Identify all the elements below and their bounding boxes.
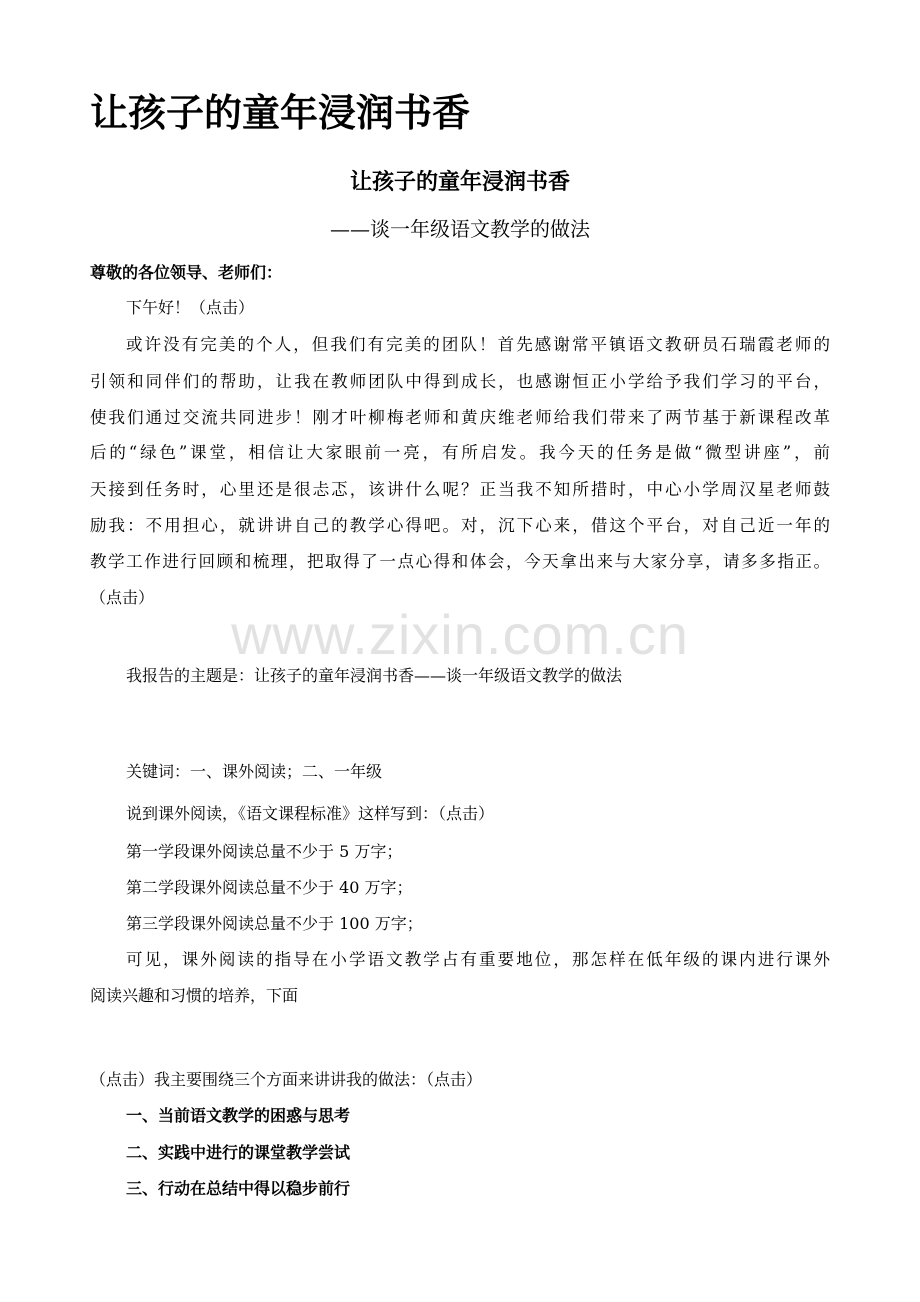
- standard-intro: 说到课外阅读，《语文课程标准》这样写到：（点击）: [126, 804, 495, 823]
- paragraph1-line: 引领和同伴们的帮助，让我在教师团队中得到成长，也感谢恒正小学给予我们学习的平台，: [90, 372, 830, 391]
- paragraph1-line: 天接到任务时，心里还是很忐忑，该讲什么呢？正当我不知所措时，中心小学周汉星老师鼓: [90, 480, 830, 499]
- paragraph1-line: 或许没有完美的个人，但我们有完美的团队！首先感谢常平镇语文教研员石瑞霞老师的: [126, 335, 830, 354]
- outline-item: 一、当前语文教学的困惑与思考: [126, 1106, 351, 1125]
- stage-3-line: 第三学段课外阅读总量不少于 100 万字；: [126, 914, 423, 933]
- keywords-line: 关键词：一、课外阅读；二、一年级: [126, 762, 383, 781]
- stage-1-line: 第一学段课外阅读总量不少于 5 万字；: [126, 842, 403, 861]
- paragraph1-line: （点击）: [90, 588, 155, 607]
- theme-line: 我报告的主题是：让孩子的童年浸润书香——谈一年级语文教学的做法: [126, 666, 623, 685]
- paragraph1-line: 使我们通过交流共同进步！刚才叶柳梅老师和黄庆维老师给我们带来了两节基于新课程改革: [90, 408, 830, 427]
- paragraph1-line: 教学工作进行回顾和梳理，把取得了一点心得和体会，今天拿出来与大家分享，请多多指正。: [90, 552, 830, 571]
- outline-intro: （点击）我主要围绕三个方面来讲讲我的做法：（点击）: [90, 1070, 483, 1089]
- paragraph1-line: 后的“绿色”课堂，相信让大家眼前一亮，有所启发。我今天的任务是做“微型讲座”，前: [90, 443, 830, 462]
- paragraph2-line: 阅读兴趣和习惯的培养，下面: [90, 986, 299, 1005]
- watermark: www.zixin.com.cn: [231, 603, 689, 666]
- document-title: 让孩子的童年浸润书香: [90, 91, 471, 135]
- paragraph2-line: 可见，课外阅读的指导在小学语文教学占有重要地位，那怎样在低年级的课内进行课外: [126, 950, 830, 969]
- stage-2-line: 第二学段课外阅读总量不少于 40 万字；: [126, 878, 413, 897]
- outline-item: 二、实践中进行的课堂教学尝试: [126, 1143, 351, 1162]
- subtitle: ——谈一年级语文教学的做法: [330, 217, 590, 241]
- center-title: 让孩子的童年浸润书香: [349, 170, 570, 195]
- greeting: 下午好！（点击）: [126, 298, 255, 317]
- salutation: 尊敬的各位领导、老师们：: [90, 263, 283, 282]
- paragraph1-line: 励我：不用担心，就讲讲自己的教学心得吧。对，沉下心来，借这个平台，对自己近一年的: [90, 516, 830, 535]
- outline-item: 三、行动在总结中得以稳步前行: [126, 1179, 351, 1198]
